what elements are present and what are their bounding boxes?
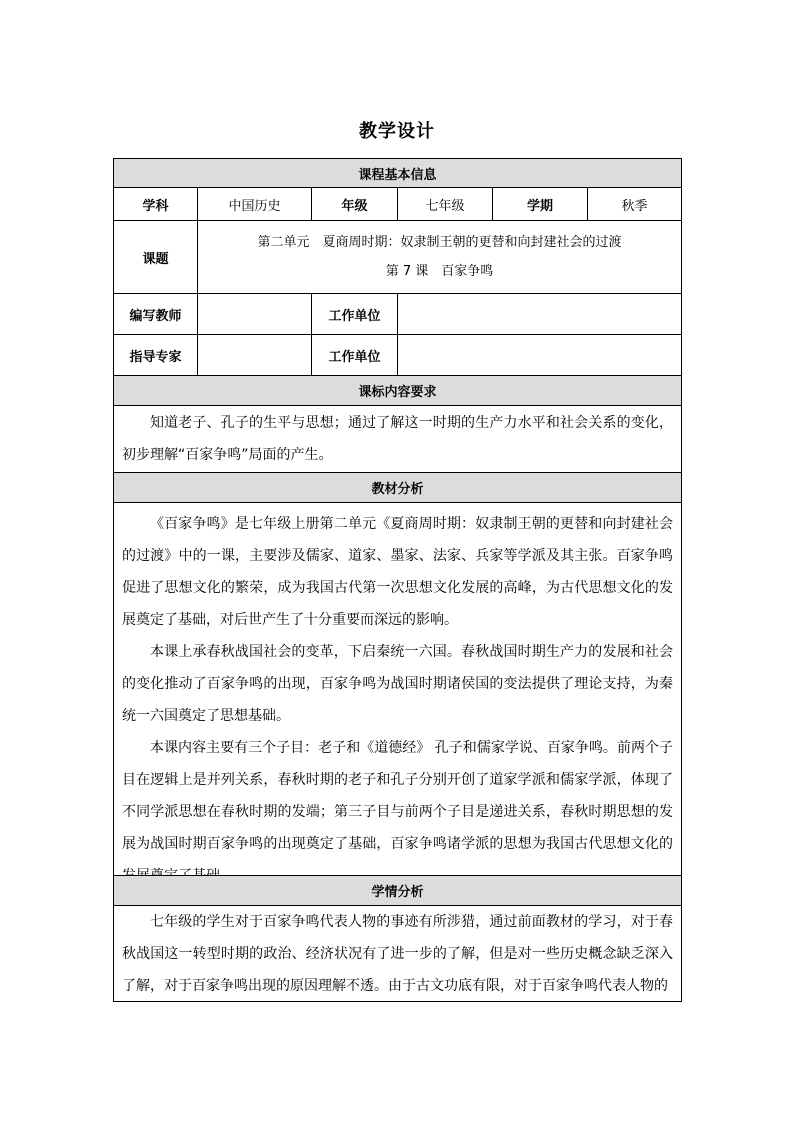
subject-label: 学科 (114, 188, 198, 220)
textbook-body (114, 503, 681, 892)
expert-label: 指导专家 (114, 335, 198, 375)
document-title: 教学设计 (359, 121, 435, 142)
expert-unit-label: 工作单位 (312, 335, 398, 375)
teacher-value (198, 294, 312, 334)
topic-row (113, 221, 682, 294)
teacher-unit-value (398, 294, 681, 334)
basic-info-header: 课程基本信息 (114, 159, 681, 187)
subject-row (113, 188, 682, 221)
expert-unit-value (398, 335, 681, 375)
student-body-row (113, 906, 682, 1002)
standards-header: 课标内容要求 (114, 376, 681, 405)
term-value: 秋季 (621, 198, 648, 214)
topic-label: 课题 (114, 221, 198, 293)
textbook-body-row (113, 503, 682, 876)
expert-row (113, 335, 682, 376)
topic-value (198, 221, 681, 293)
standards-body-row (113, 406, 682, 473)
topic-line-2: 第 7 课 百家争鸣 (385, 264, 494, 279)
student-text: 七年级的学生对于百家争鸣代表人物的事迹有所涉猎，通过前面教材的学习，对于春秋战国这一转型时期的政治、经济状况有了进一步的了解，但是对一些历史概念缺乏深入了解，对于百家争鸣出现的原因理解不透。由于古文功底有限，对于百家争鸣代表人物的 (122, 914, 673, 994)
lesson-plan-table (113, 158, 682, 1002)
standards-header-row (113, 376, 682, 406)
student-header-row (113, 876, 682, 906)
term-label: 学期 (493, 188, 588, 220)
teacher-unit-label: 工作单位 (312, 294, 398, 334)
topic-line-1: 第二单元 夏商周时期：奴隶制王朝的更替和向封建社会的过渡 (257, 235, 622, 250)
grade-label: 年级 (312, 188, 398, 220)
student-body (114, 906, 681, 1002)
basic-info-header-row (113, 158, 682, 188)
standards-text: 知道老子、孔子的生平与思想；通过了解这一时期的生产力水平和社会关系的变化，初步理解“百家争鸣”局面的产生。 (122, 415, 673, 463)
teacher-label: 编写教师 (114, 294, 198, 334)
teacher-row (113, 294, 682, 335)
textbook-paragraph-2: 本课上承春秋战国社会的变革，下启秦统一六国。春秋战国时期生产力的发展和社会的变化推动了百家争鸣的出现，百家争鸣为战国时期诸侯国的变法提供了理论支持，为秦统一六国奠定了思想基础。 (122, 644, 673, 724)
student-header: 学情分析 (114, 876, 681, 905)
expert-value (198, 335, 312, 375)
textbook-header-row (113, 473, 682, 503)
textbook-paragraph-3: 本课内容主要有三个子目：老子和《道德经》 孔子和儒家学说、百家争鸣。前两个子目在逻辑上是并列关系，春秋时期的老子和孔子分别开创了道家学派和儒家学派，体现了不同学派思想在春秋时期的发端；第三子目与前两个子目是递进关系，春秋时期思想的发展为战国时期百家争鸣的出现奠定了基础，百家争鸣诸学派的思想为我国古代思想文化的 (122, 740, 673, 852)
subject-value: 中国历史 (198, 188, 312, 220)
textbook-paragraph-1: 《百家争鸣》是七年级上册第二单元《夏商周时期：奴隶制王朝的更替和向封建社会的过渡》中的一课，主要涉及儒家、道家、墨家、法家、兵家等学派及其主张。百家争鸣促进了思想文化的繁荣，成为我国古代第一次思想文化发展的高峰，为古代思想文化的发展奠定了基础，对后世产生了十分重要而深远的影响。 (122, 516, 673, 628)
textbook-header: 教材分析 (114, 473, 681, 502)
grade-value: 七年级 (398, 188, 493, 220)
